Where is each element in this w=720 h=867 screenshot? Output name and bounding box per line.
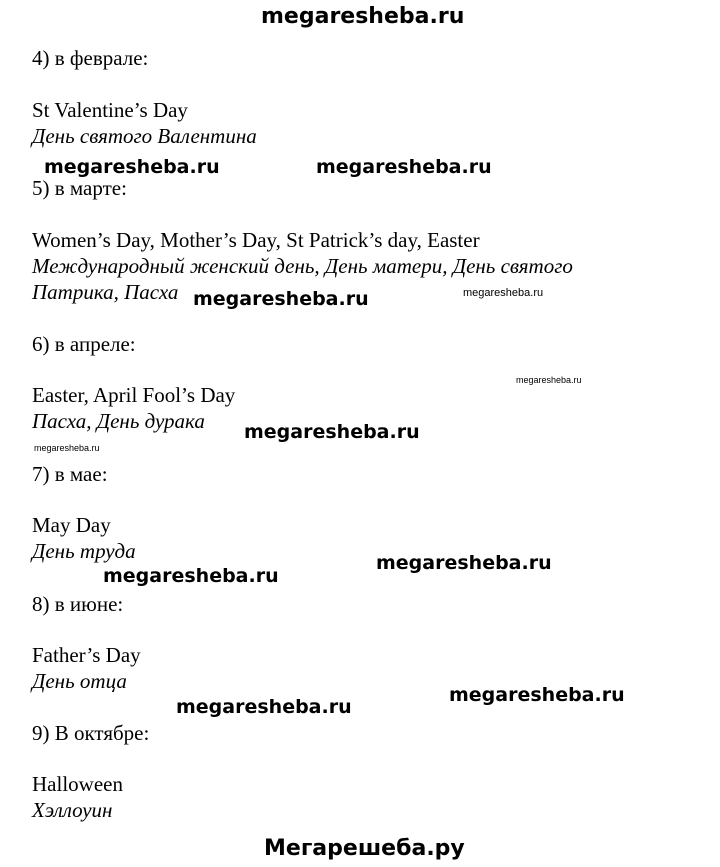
holiday-russian: День труда [32, 539, 136, 563]
holiday-english: Easter, April Fool’s Day [32, 383, 236, 407]
section-heading: 5) в марте: [32, 176, 127, 200]
holiday-russian: День святого Валентина [32, 124, 257, 148]
watermark: megaresheba.ru [449, 684, 625, 706]
holiday-english: Women’s Day, Mother’s Day, St Patrick’s day, Easter [32, 228, 480, 252]
holiday-english: Halloween [32, 772, 123, 796]
holiday-english: St Valentine’s Day [32, 98, 188, 122]
section-heading: 8) в июне: [32, 592, 124, 616]
watermark: megaresheba.ru [176, 696, 352, 718]
holiday-english: Father’s Day [32, 643, 141, 667]
watermark: megaresheba.ru [316, 156, 492, 178]
watermark: megaresheba.ru [516, 375, 582, 385]
watermark: megaresheba.ru [193, 288, 369, 310]
section-heading: 7) в мае: [32, 462, 108, 486]
section-heading: 9) В октябре: [32, 721, 150, 745]
holiday-russian: День отца [32, 669, 127, 693]
header-site-name: megaresheba.ru [261, 4, 465, 29]
watermark: megaresheba.ru [244, 421, 420, 443]
holiday-russian: Пасха, День дурака [32, 409, 205, 433]
watermark: megaresheba.ru [34, 443, 100, 453]
holiday-russian: Хэллоуин [32, 798, 113, 822]
watermark: megaresheba.ru [103, 565, 279, 587]
section-heading: 6) в апреле: [32, 332, 136, 356]
watermark: megaresheba.ru [463, 287, 544, 299]
footer-site-name: Мегарешеба.ру [264, 836, 465, 861]
watermark: megaresheba.ru [376, 552, 552, 574]
section-heading: 4) в феврале: [32, 46, 149, 70]
holiday-russian: Международный женский день, День матери, День святого [32, 254, 573, 278]
holiday-english: May Day [32, 513, 111, 537]
watermark: megaresheba.ru [44, 156, 220, 178]
holiday-russian: Патрика, Пасха [32, 280, 179, 304]
